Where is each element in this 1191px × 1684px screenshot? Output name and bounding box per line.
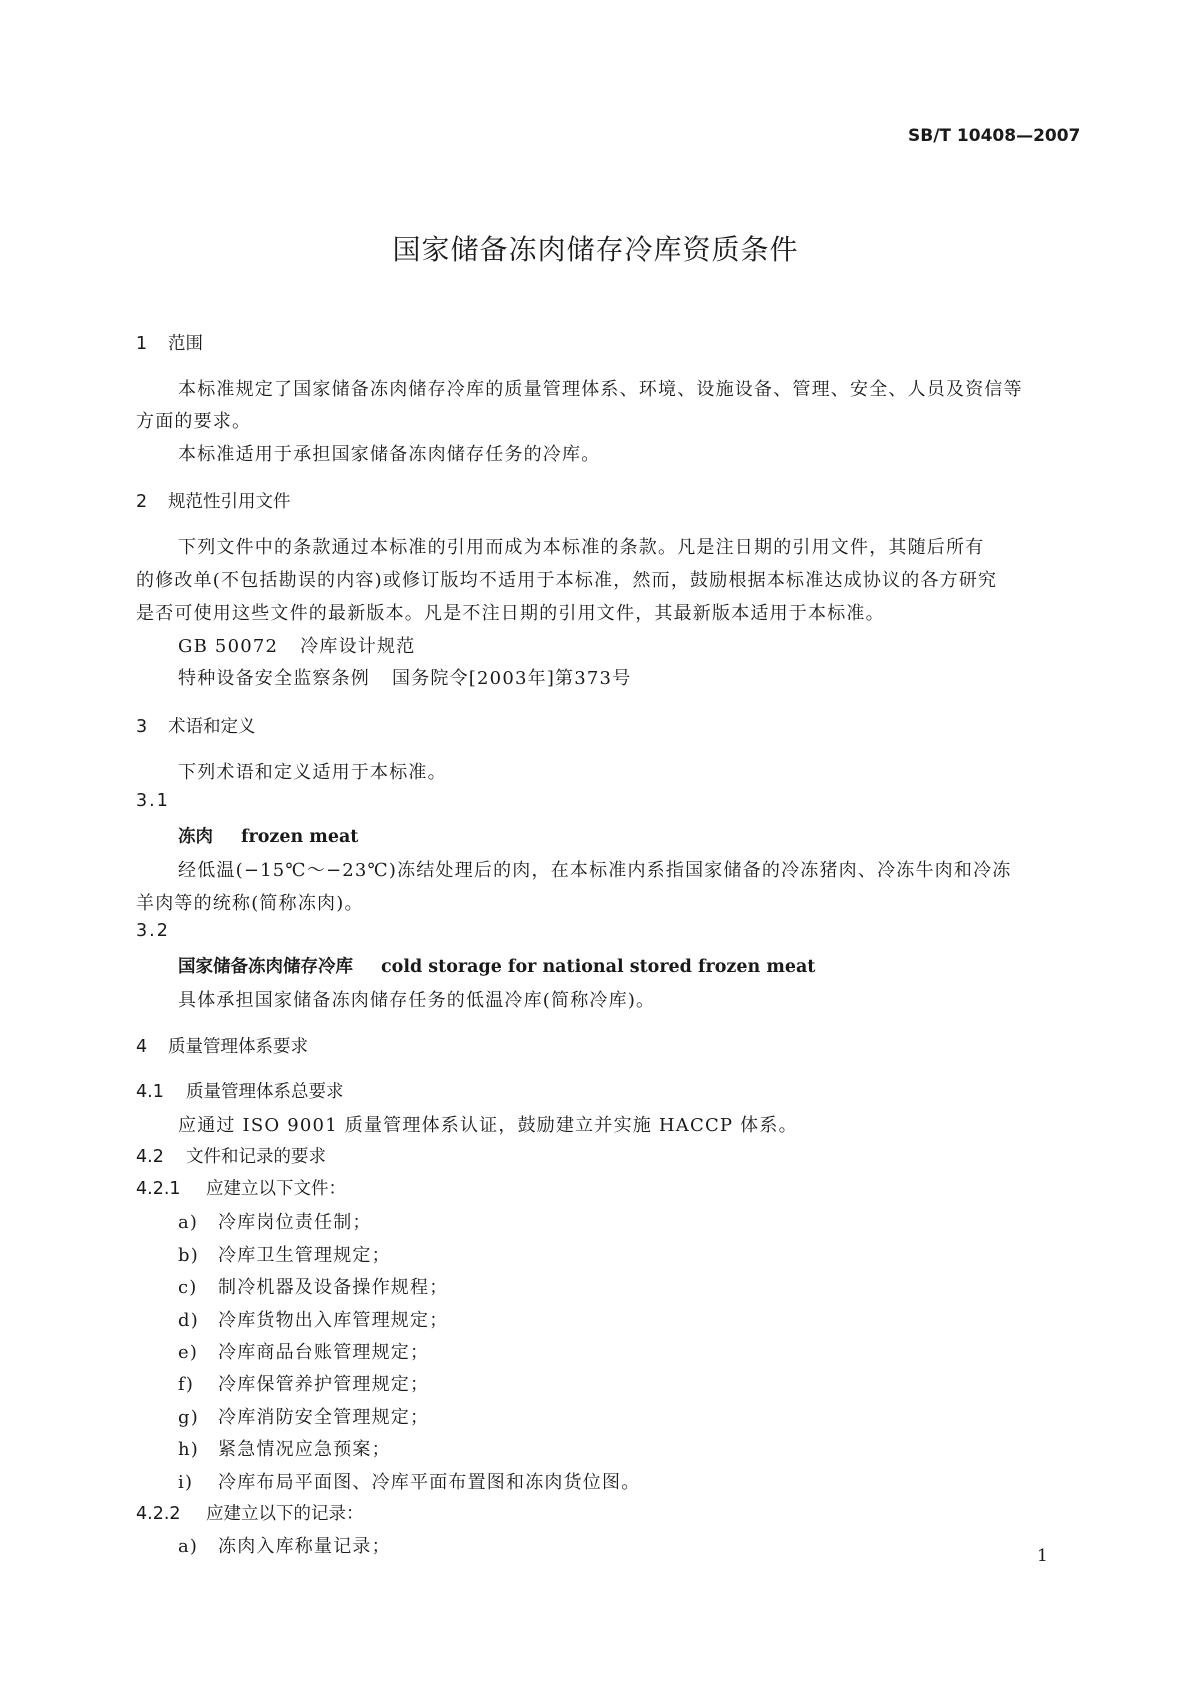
paragraph: 本标准适用于承担国家储备冻肉储存任务的冷库。 <box>178 444 601 465</box>
reference-title: 冷库设计规范 <box>300 636 416 657</box>
section-title: 范围 <box>168 334 203 354</box>
list-item <box>178 1208 372 1234</box>
paragraph: 下列文件中的条款通过本标准的引用而成为本标准的条款。凡是注日期的引用文件，其随后所有 <box>178 537 985 558</box>
paragraph: 本标准规定了国家储备冻肉储存冷库的质量管理体系、环境、设施设备、管理、安全、人员及资信等 <box>178 379 1023 400</box>
term-number: 3.2 <box>136 921 170 941</box>
list-text: 冷库布局平面图、冷库平面布置图和冻肉货位图。 <box>218 1472 641 1493</box>
list-item <box>178 1306 448 1332</box>
section-title: 术语和定义 <box>168 717 256 737</box>
term-zh: 冻肉 <box>178 827 213 847</box>
list-item <box>178 1435 391 1461</box>
standard-number: SB/T 10408—2007 <box>908 126 1081 146</box>
list-item <box>178 1403 429 1429</box>
section-title: 质量管理体系要求 <box>168 1037 308 1057</box>
list-item <box>178 1338 429 1364</box>
subsection-title: 应建立以下的记录： <box>206 1504 364 1524</box>
term-zh: 国家储备冻肉储存冷库 <box>178 957 353 977</box>
term-en: frozen meat <box>241 827 359 847</box>
list-item <box>178 1468 640 1494</box>
paragraph: 应通过 ISO 9001 质量管理体系认证，鼓励建立并实施 HACCP 体系。 <box>178 1115 798 1136</box>
paragraph-continuation: 是否可使用这些文件的最新版本。凡是不注日期的引用文件，其最新版本适用于本标准。 <box>136 603 885 624</box>
list-text: 冷库卫生管理规定； <box>218 1245 391 1266</box>
list-item <box>178 1241 391 1267</box>
section-2-heading <box>136 488 291 513</box>
reference-source: 国务院令[2003年]第373号 <box>392 668 632 689</box>
reference-title: 特种设备安全监察条例 <box>178 668 370 689</box>
page-number: 1 <box>1037 1546 1048 1566</box>
subsection-number: 4.2 <box>136 1147 164 1167</box>
term-definition: 具体承担国家储备冻肉储存任务的低温冷库(简称冷库)。 <box>178 990 656 1011</box>
list-marker: g) <box>178 1407 199 1428</box>
list-marker: f) <box>178 1374 195 1395</box>
paragraph: 下列术语和定义适用于本标准。 <box>178 762 447 783</box>
section-number: 1 <box>136 334 148 354</box>
list-marker: e) <box>178 1342 199 1363</box>
list-text: 制冷机器及设备操作规程； <box>218 1277 449 1298</box>
paragraph-continuation: 方面的要求。 <box>136 411 252 432</box>
term-definition: 经低温(−15℃～−23℃)冻结处理后的肉，在本标准内系指国家储备的冷冻猪肉、冷冻牛肉和冷冻 <box>178 860 1012 881</box>
list-marker: b) <box>178 1245 199 1266</box>
term-definition-continuation: 羊肉等的统称(简称冻肉)。 <box>136 893 364 914</box>
subsection-number: 4.2.2 <box>136 1504 181 1524</box>
term-en: cold storage for national stored frozen meat <box>381 957 816 977</box>
list-text: 冷库岗位责任制； <box>218 1212 372 1233</box>
normative-reference <box>178 664 631 690</box>
section-3-heading <box>136 713 256 738</box>
list-marker: i) <box>178 1472 194 1493</box>
term-entry <box>178 823 358 848</box>
subsection-4-2-heading <box>136 1143 326 1168</box>
subsection-number: 4.2.1 <box>136 1179 181 1199</box>
list-marker: c) <box>178 1277 198 1298</box>
list-marker: h) <box>178 1439 200 1460</box>
term-entry <box>178 953 815 978</box>
subsection-4-2-1-heading <box>136 1175 346 1200</box>
list-text: 紧急情况应急预案； <box>218 1439 391 1460</box>
reference-code: GB 50072 <box>178 636 279 657</box>
list-marker: a) <box>178 1212 199 1233</box>
subsection-4-2-2-heading <box>136 1500 364 1525</box>
section-title: 规范性引用文件 <box>168 492 291 512</box>
normative-reference <box>178 632 415 658</box>
section-number: 3 <box>136 717 148 737</box>
list-marker: d) <box>178 1310 199 1331</box>
list-item <box>178 1273 448 1299</box>
subsection-number: 4.1 <box>136 1082 164 1102</box>
document-title: 国家储备冻肉储存冷库资质条件 <box>392 233 799 266</box>
subsection-4-1-heading <box>136 1078 344 1103</box>
section-1-heading <box>136 330 203 355</box>
subsection-title: 文件和记录的要求 <box>186 1147 326 1167</box>
list-text: 冻肉入库称量记录； <box>218 1536 391 1557</box>
section-number: 4 <box>136 1037 148 1057</box>
list-text: 冷库消防安全管理规定； <box>218 1407 430 1428</box>
subsection-title: 应建立以下文件： <box>206 1179 346 1199</box>
subsection-title: 质量管理体系总要求 <box>186 1082 344 1102</box>
list-text: 冷库商品台账管理规定； <box>218 1342 430 1363</box>
list-marker: a) <box>178 1536 199 1557</box>
section-number: 2 <box>136 492 148 512</box>
list-item <box>178 1532 391 1558</box>
list-text: 冷库保管养护管理规定； <box>218 1374 430 1395</box>
list-text: 冷库货物出入库管理规定； <box>218 1310 449 1331</box>
list-item <box>178 1370 429 1396</box>
term-number: 3.1 <box>136 791 170 811</box>
section-4-heading <box>136 1033 308 1058</box>
paragraph-continuation: 的修改单(不包括勘误的内容)或修订版均不适用于本标准，然而，鼓励根据本标准达成协议的各方研究 <box>136 570 998 591</box>
